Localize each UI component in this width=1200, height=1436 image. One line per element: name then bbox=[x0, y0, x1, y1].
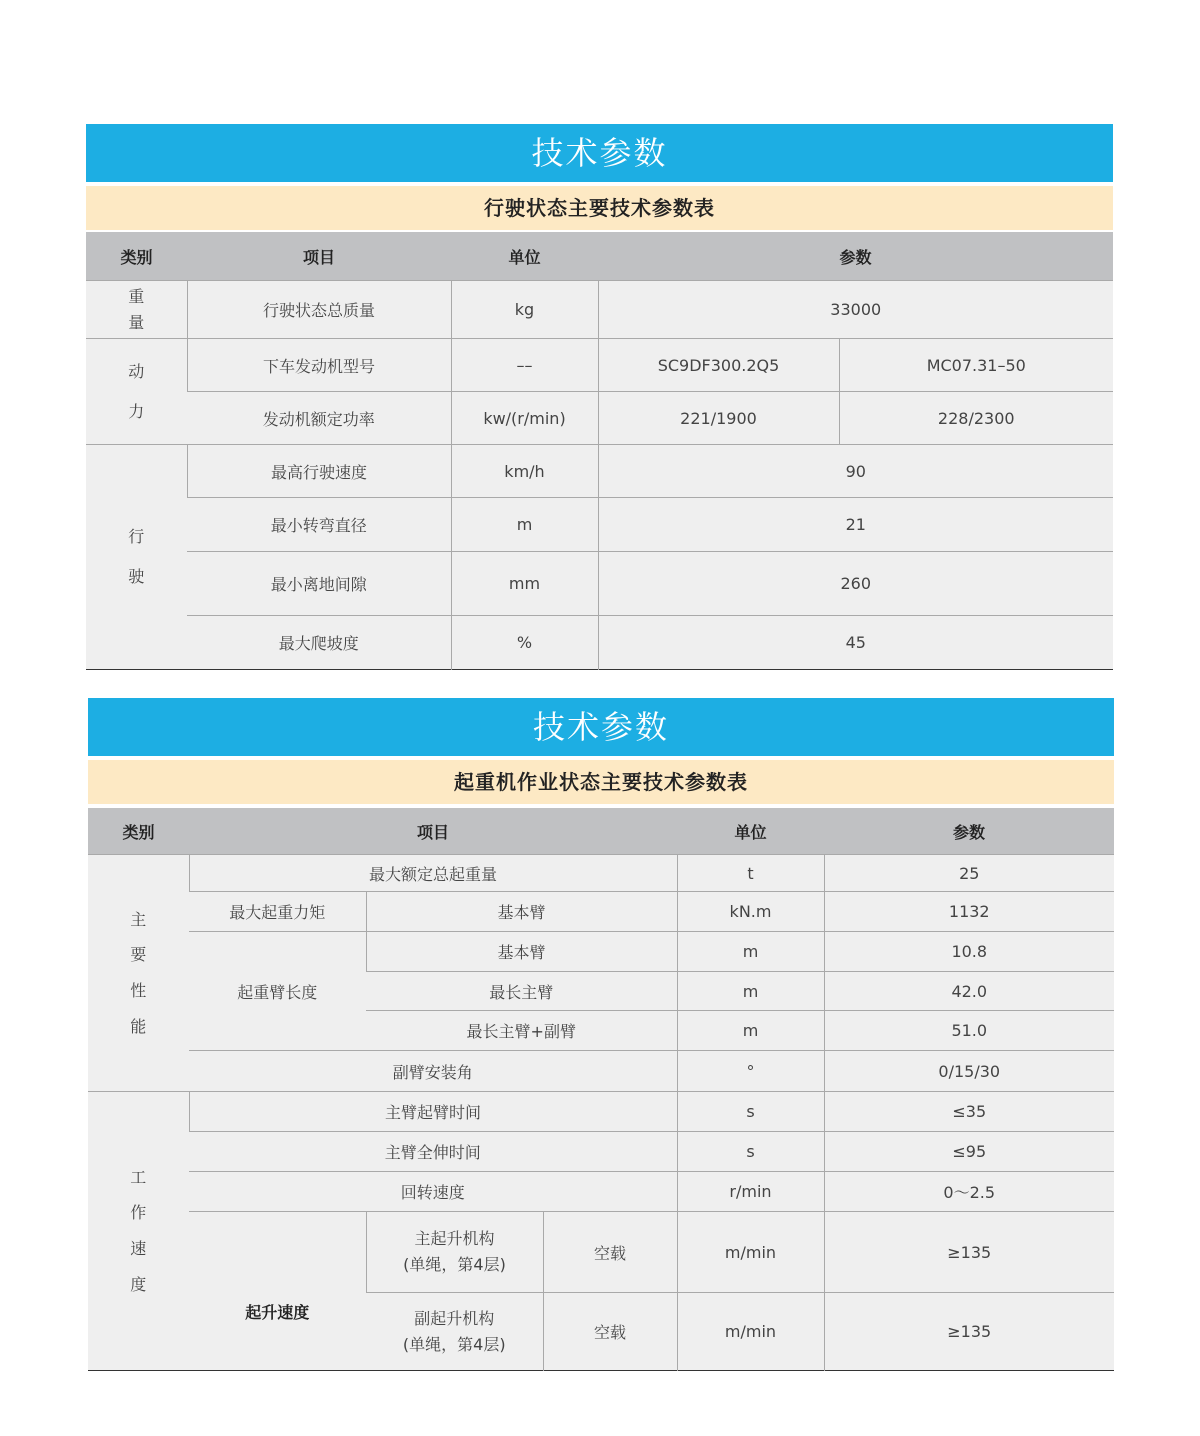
unit-cell: m bbox=[677, 1011, 824, 1051]
unit-cell: t bbox=[677, 855, 824, 892]
table-row bbox=[88, 932, 1114, 972]
value-cell: 45 bbox=[598, 616, 1113, 670]
unit-cell: –– bbox=[451, 339, 598, 392]
item-cell: 基本臂 bbox=[366, 892, 677, 932]
item-cell: 最大额定总起重量 bbox=[189, 855, 677, 892]
unit-cell: s bbox=[677, 1132, 824, 1172]
table-row bbox=[88, 892, 1114, 932]
unit-cell: m bbox=[677, 972, 824, 1011]
value-cell: 1132 bbox=[824, 892, 1114, 932]
header-unit: 单位 bbox=[451, 232, 598, 281]
hoist-mechanism-cell: 副起升机构 (单绳，第4层) bbox=[366, 1293, 543, 1371]
header-category: 类别 bbox=[88, 808, 189, 855]
value-cell: ≥135 bbox=[824, 1293, 1114, 1371]
unit-cell: m/min bbox=[677, 1293, 824, 1371]
crane-params-section bbox=[88, 698, 1114, 1371]
unit-cell: mm bbox=[451, 552, 598, 616]
item-cell: 主臂起臂时间 bbox=[189, 1092, 677, 1132]
driving-params-table bbox=[86, 232, 1113, 670]
value-cell: 21 bbox=[598, 498, 1113, 552]
group-cell: 最大起重力矩 bbox=[189, 892, 366, 932]
unit-cell: % bbox=[451, 616, 598, 670]
value-cell: 25 bbox=[824, 855, 1114, 892]
unit-cell: kN.m bbox=[677, 892, 824, 932]
value-cell: SC9DF300.2Q5 bbox=[598, 339, 839, 392]
header-unit: 单位 bbox=[677, 808, 824, 855]
value-cell: MC07.31–50 bbox=[839, 339, 1113, 392]
category-performance: 主 要 性 能 bbox=[88, 855, 189, 1092]
table-row bbox=[88, 855, 1114, 892]
header-item: 项目 bbox=[189, 808, 677, 855]
driving-params-section bbox=[86, 124, 1113, 670]
table-title: 起重机作业状态主要技术参数表 bbox=[88, 760, 1114, 804]
item-cell: 行驶状态总质量 bbox=[187, 281, 451, 339]
value-cell: 33000 bbox=[598, 281, 1113, 339]
header-value: 参数 bbox=[824, 808, 1114, 855]
unit-cell: kg bbox=[451, 281, 598, 339]
unit-cell: s bbox=[677, 1092, 824, 1132]
value-cell: ≤35 bbox=[824, 1092, 1114, 1132]
table-row bbox=[86, 445, 1113, 498]
value-cell: 42.0 bbox=[824, 972, 1114, 1011]
crane-params-table bbox=[88, 808, 1114, 1371]
table-title: 行驶状态主要技术参数表 bbox=[86, 186, 1113, 230]
value-cell: 51.0 bbox=[824, 1011, 1114, 1051]
category-weight: 重 量 bbox=[86, 281, 187, 339]
item-cell: 下车发动机型号 bbox=[187, 339, 451, 392]
table-row bbox=[86, 339, 1113, 392]
unit-cell: ° bbox=[677, 1051, 824, 1092]
category-driving: 行 驶 bbox=[86, 445, 187, 670]
item-cell: 最小转弯直径 bbox=[187, 498, 451, 552]
unit-cell: km/h bbox=[451, 445, 598, 498]
table-row bbox=[88, 1172, 1114, 1212]
value-cell: ≥135 bbox=[824, 1212, 1114, 1293]
table-row bbox=[88, 1092, 1114, 1132]
value-cell: 260 bbox=[598, 552, 1113, 616]
value-cell: 90 bbox=[598, 445, 1113, 498]
value-cell: 0/15/30 bbox=[824, 1051, 1114, 1092]
table-row bbox=[86, 616, 1113, 670]
value-cell: 10.8 bbox=[824, 932, 1114, 972]
group-cell: 起重臂长度 bbox=[189, 932, 366, 1051]
header-row bbox=[88, 808, 1114, 855]
condition-cell: 空载 bbox=[543, 1293, 677, 1371]
unit-cell: m/min bbox=[677, 1212, 824, 1293]
header-item: 项目 bbox=[187, 232, 451, 281]
table-row bbox=[88, 1212, 1114, 1293]
hoist-mechanism-cell: 主起升机构 (单绳，第4层) bbox=[366, 1212, 543, 1293]
item-cell: 最长主臂+副臂 bbox=[366, 1011, 677, 1051]
value-cell: 221/1900 bbox=[598, 392, 839, 445]
table-row bbox=[86, 392, 1113, 445]
section-banner: 技术参数 bbox=[86, 124, 1113, 182]
header-row bbox=[86, 232, 1113, 281]
table-row bbox=[88, 1132, 1114, 1172]
unit-cell: r/min bbox=[677, 1172, 824, 1212]
item-cell: 主臂全伸时间 bbox=[189, 1132, 677, 1172]
item-cell: 最长主臂 bbox=[366, 972, 677, 1011]
unit-cell: m bbox=[451, 498, 598, 552]
condition-cell: 空载 bbox=[543, 1212, 677, 1293]
item-cell: 最大爬坡度 bbox=[187, 616, 451, 670]
unit-cell: kw/(r/min) bbox=[451, 392, 598, 445]
table-row bbox=[86, 281, 1113, 339]
header-value: 参数 bbox=[598, 232, 1113, 281]
item-cell: 基本臂 bbox=[366, 932, 677, 972]
header-category: 类别 bbox=[86, 232, 187, 281]
value-cell: 228/2300 bbox=[839, 392, 1113, 445]
table-row bbox=[88, 1051, 1114, 1092]
item-cell: 回转速度 bbox=[189, 1172, 677, 1212]
category-working-speed: 工 作 速 度 bbox=[88, 1092, 189, 1371]
category-power: 动 力 bbox=[86, 339, 187, 445]
item-cell: 副臂安装角 bbox=[189, 1051, 677, 1092]
table-row bbox=[86, 498, 1113, 552]
item-cell: 最高行驶速度 bbox=[187, 445, 451, 498]
value-cell: ≤95 bbox=[824, 1132, 1114, 1172]
unit-cell: m bbox=[677, 932, 824, 972]
group-cell-hoist-speed: 起升速度 bbox=[189, 1212, 366, 1371]
item-cell: 发动机额定功率 bbox=[187, 392, 451, 445]
item-cell: 最小离地间隙 bbox=[187, 552, 451, 616]
table-row bbox=[86, 552, 1113, 616]
section-banner: 技术参数 bbox=[88, 698, 1114, 756]
value-cell: 0～2.5 bbox=[824, 1172, 1114, 1212]
